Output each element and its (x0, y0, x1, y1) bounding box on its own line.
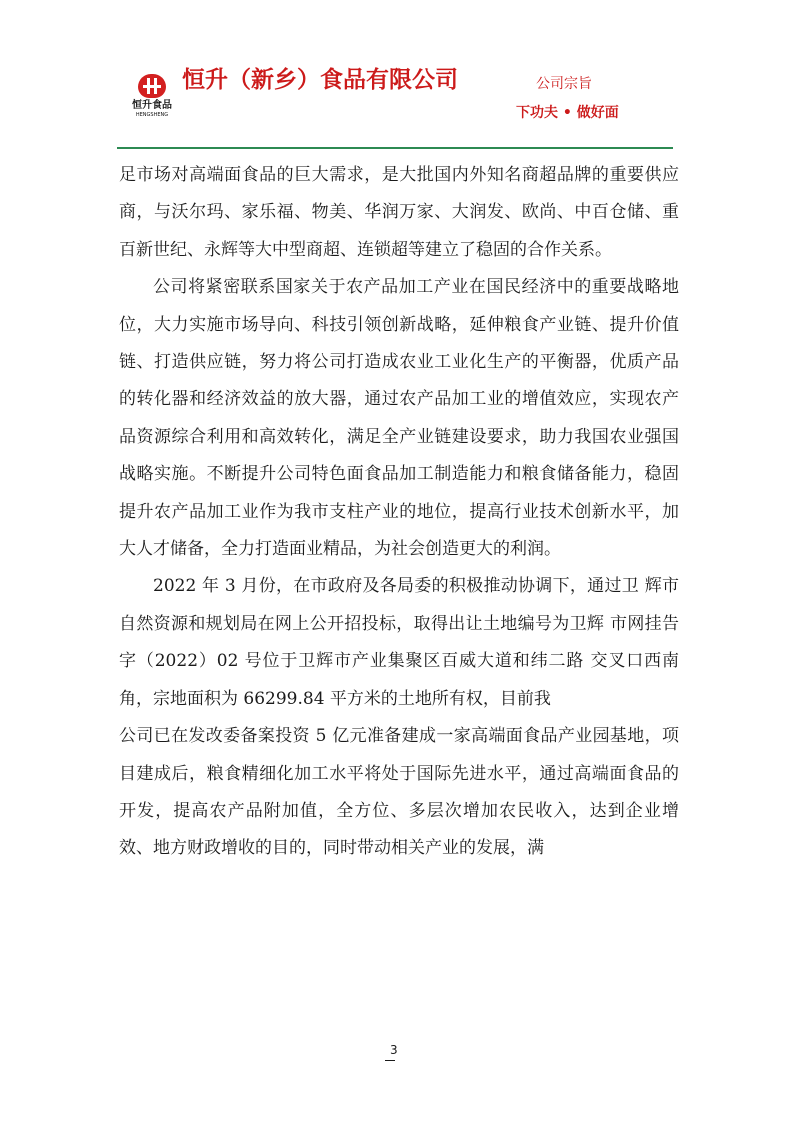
document-body (119, 157, 679, 868)
page-header (0, 0, 793, 150)
page-number-dash (385, 1060, 395, 1061)
header-divider (117, 147, 673, 149)
motto-text: 下功夫 • 做好面 (516, 105, 619, 121)
paragraph-3: 2022 年 3 月份，在市政府及各局委的积极推动协调下，通过卫 辉市自然资源和规划局在网上公开招投标，取得出让土地编号为卫辉 市网挂告字（2022）02 号位于卫辉市产业集聚区百威大道和纬二路 交叉口西南角，宗地面积为 66299.84 平方米的土地所有权，目前我 (119, 576, 679, 709)
page-number: 3 (390, 1043, 398, 1057)
company-logo (128, 74, 176, 122)
paragraph-2: 公司将紧密联系国家关于农产品加工产业在国民经济中的重要战略地位，大力实施市场导向、科技引领创新战略，延伸粮食产业链、提升价值链、打造供应链，努力将公司打造成农业工业化生产的平衡器，优质产品的转化器和经济效益的放大器，通过农产品加工业的增值效应，实现农产品资源综合利用和高效转化，满足全产业链建设要求，助力我国农业强国战略实施。不断提升公司特色面食品加工制造能力和粮食储备能力，稳固提升农产品加工业作为我市支柱产业的地位，提高行业技术创新水平，加大人才储备，全力打造面业精品，为社会创造更大的利润。 (119, 277, 679, 560)
motto-title: 公司宗旨 (536, 76, 592, 92)
logo-mark-icon (138, 74, 166, 98)
paragraph-1: 足市场对高端面食品的巨大需求，是大批国内外知名商超品牌的重要供应商，与沃尔玛、家乐福、物美、华润万家、大润发、欧尚、中百仓储、重百新世纪、永辉等大中型商超、连锁超等建立了稳固的合作关系。 (119, 165, 679, 260)
company-name: 恒升（新乡）食品有限公司 (182, 66, 458, 93)
logo-english-text: HENGSHENG (135, 112, 169, 118)
logo-chinese-text: 恒升食品 (132, 100, 172, 111)
paragraph-4: 公司已在发改委备案投资 5 亿元准备建成一家高端面食品产业园基地，项目建成后，粮食精细化加工水平将处于国际先进水平，通过高端面食品的开发，提高农产品附加值，全方位、多层次增加农民收入，达到企业增效、地方财政增收的目的，同时带动相关产业的发展，满 (119, 726, 679, 859)
